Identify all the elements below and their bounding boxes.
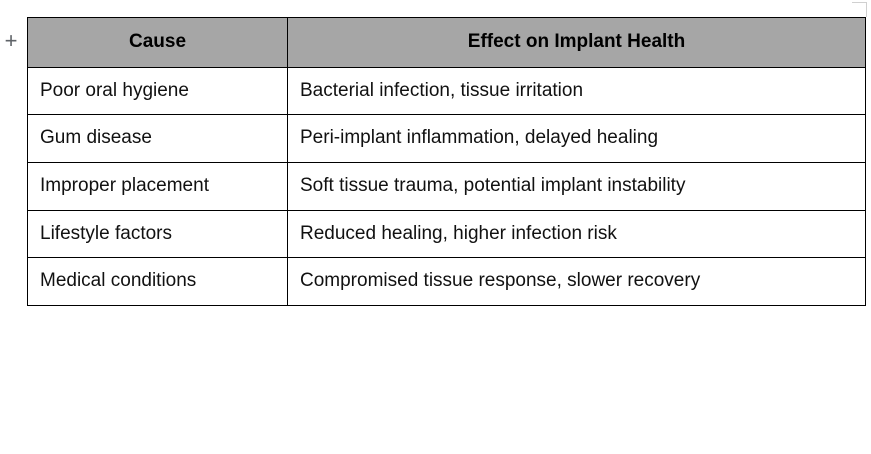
cell-effect — [288, 258, 866, 306]
cell-text: Improper placement — [40, 174, 209, 196]
cell-cause — [28, 210, 288, 258]
table-row — [28, 258, 866, 306]
cell-text: Poor oral hygiene — [40, 79, 189, 101]
cell-cause — [28, 115, 288, 163]
page-corner-marker — [852, 2, 867, 17]
table-row — [28, 162, 866, 210]
column-header-cause: Cause — [28, 18, 288, 68]
cell-effect — [288, 67, 866, 115]
cell-effect — [288, 115, 866, 163]
cell-text: Reduced healing, higher infection risk — [300, 222, 617, 244]
cell-effect — [288, 162, 866, 210]
cell-text: Peri-implant inflammation, delayed healing — [300, 127, 659, 149]
table-row — [28, 210, 866, 258]
cell-cause — [28, 67, 288, 115]
causes-effects-table — [27, 17, 866, 306]
table-header-row — [28, 18, 866, 68]
cell-text: Lifestyle factors — [40, 222, 172, 244]
cell-cause — [28, 162, 288, 210]
column-header-effect: Effect on Implant Health — [288, 18, 866, 68]
add-row-icon[interactable]: + — [4, 28, 18, 53]
cell-effect — [288, 210, 866, 258]
cell-text: Bacterial infection, tissue irritation — [300, 79, 584, 101]
table-row — [28, 115, 866, 163]
cell-text: Gum disease — [40, 127, 152, 149]
table-container — [27, 17, 865, 306]
cell-cause — [28, 258, 288, 306]
table-row — [28, 67, 866, 115]
cell-text: Medical conditions — [40, 270, 197, 292]
cell-text: Compromised tissue response, slower recovery — [300, 270, 701, 292]
cell-text: Soft tissue trauma, potential implant instability — [300, 174, 686, 196]
